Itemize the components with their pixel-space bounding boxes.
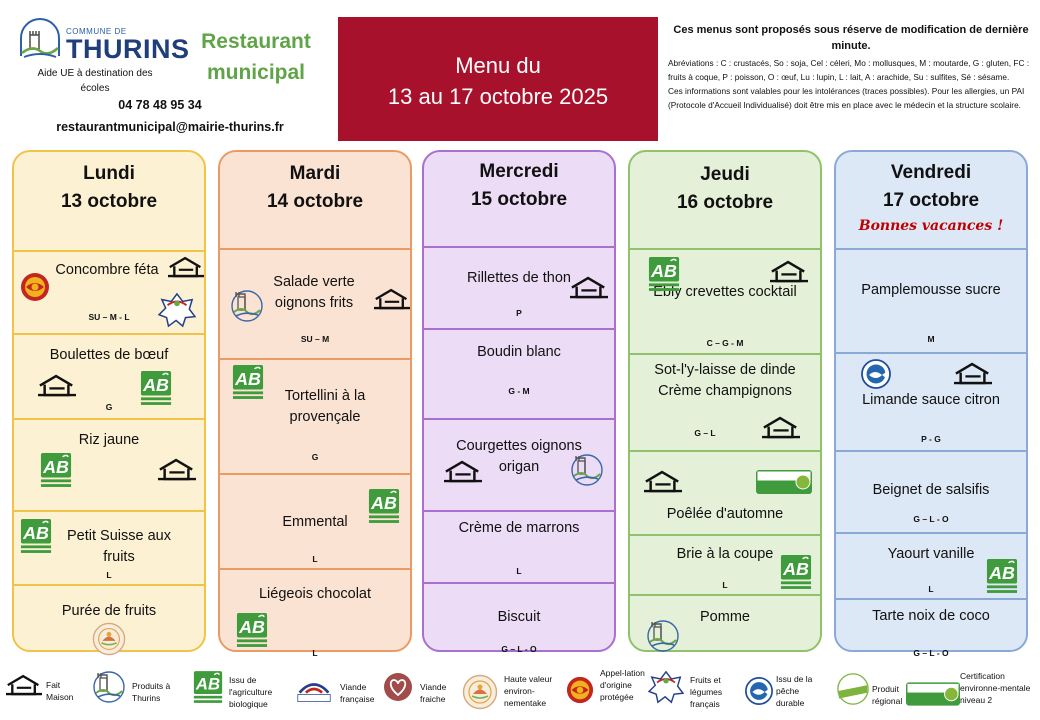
thurins-logo-icon <box>92 669 126 703</box>
house-icon <box>770 260 808 285</box>
ab-bio-icon <box>986 558 1018 594</box>
house-icon <box>644 470 682 495</box>
dish-name: Brie à la coupe <box>676 546 774 562</box>
dish-name: Boulettes de bœuf <box>49 347 169 363</box>
allergen-codes: P <box>516 308 522 318</box>
dish-name: Emmental <box>282 514 348 530</box>
day-column-lundi <box>12 150 206 652</box>
allergen-codes: G – L <box>694 428 716 438</box>
dish-name: Concombre féta <box>55 262 159 278</box>
dish-name: Yaourt vanille <box>887 546 975 562</box>
legend-label: Fait Maison <box>46 680 74 702</box>
allergen-codes: M <box>927 334 935 344</box>
day-column-mardi <box>218 150 412 658</box>
day-date: 13 octobre <box>60 191 158 212</box>
day-header <box>630 161 820 217</box>
dish-name: Boudin blanc <box>477 344 561 360</box>
phone-number: 04 78 48 95 34 <box>118 98 202 112</box>
allergen-codes: L <box>312 554 318 564</box>
day-name: Jeudi <box>700 164 750 185</box>
ab-bio-icon <box>780 554 812 590</box>
certification-env-icon <box>906 682 960 706</box>
abbreviations-text: Abréviations : C : crustacés, So : soja, Cel : céleri, Mo : mollusques, M : moutarde, G : gluten, FC : fruits à coque, P : poisson, O : œuf, Lu : lupin, L : lait, A : arachide, Su : sulfites, Sé : sésame. <box>668 58 1030 82</box>
house-icon <box>168 256 204 280</box>
day-name: Lundi <box>83 163 135 184</box>
dish-name: Biscuit <box>497 609 541 625</box>
aop-icon <box>566 676 594 704</box>
aide-ue-label: Aide UE à destination des écoles <box>37 68 153 94</box>
peche-durable-icon <box>744 676 774 706</box>
house-icon <box>6 674 42 698</box>
ab-bio-icon <box>368 488 400 524</box>
house-icon <box>444 460 482 485</box>
legend-label: Fruits et légumes français <box>690 675 723 709</box>
thurins-logo <box>18 24 190 64</box>
viande-fraiche-icon <box>383 672 413 702</box>
menu-banner <box>338 17 658 141</box>
dish-name: Petit Suisse aux fruits <box>67 528 171 565</box>
day-column-jeudi <box>628 150 822 652</box>
day-date: 16 octobre <box>676 192 774 213</box>
allergen-codes: SU – M - L <box>88 312 130 322</box>
dish-name: Rillettes de thon <box>467 270 571 286</box>
hve-icon <box>462 674 498 710</box>
dish-name: Poêlée d'automne <box>666 506 784 522</box>
allergen-codes: L <box>722 580 728 590</box>
house-icon <box>762 416 800 441</box>
day-name: Mercredi <box>479 161 559 182</box>
allergen-codes: G <box>311 452 319 462</box>
fruits-legumes-france-icon <box>648 670 684 704</box>
legend-label: Viande fraiche <box>420 682 447 704</box>
commune-small-label: COMMUNE DE <box>66 27 127 36</box>
thurins-logo-icon <box>230 288 264 322</box>
ab-bio-icon <box>648 256 680 292</box>
day-date: 17 octobre <box>882 190 980 211</box>
house-icon <box>570 276 608 301</box>
day-name: Vendredi <box>890 162 972 183</box>
day-date: 15 octobre <box>470 189 568 210</box>
legend-label: Viande française <box>340 682 375 704</box>
dish-name: Tarte noix de coco <box>872 608 990 624</box>
ab-bio-icon <box>20 518 52 554</box>
dish-name: Sot-l'y-laisse de dinde Crème champignons <box>654 362 796 399</box>
fruits-legumes-france-icon <box>158 292 196 328</box>
ab-bio-icon <box>140 370 172 406</box>
dish-name: Ebly crevettes cocktail <box>653 284 797 300</box>
allergen-codes: G - M <box>508 386 530 396</box>
house-icon <box>374 288 410 312</box>
allergen-codes: P - G <box>921 434 941 444</box>
legend-label: Appel-lation d'origine protégée <box>600 668 645 702</box>
allergen-codes: G – L - O <box>913 648 949 658</box>
dish-name: Limande sauce citron <box>862 392 1000 408</box>
ab-bio-icon <box>193 670 223 704</box>
dish-name: Pomme <box>700 609 750 625</box>
thurins-logo-icon <box>646 618 680 652</box>
aop-icon <box>20 272 50 302</box>
menu-dates: 13 au 17 octobre 2025 <box>387 84 609 109</box>
viande-francaise-icon <box>296 674 332 704</box>
ab-bio-icon <box>232 364 264 400</box>
day-name: Mardi <box>289 163 341 184</box>
peche-durable-icon <box>860 358 892 390</box>
ab-bio-icon <box>40 452 72 488</box>
allergen-codes: G – L - O <box>501 644 537 654</box>
day-column-mercredi <box>422 150 616 652</box>
vacation-message: Bonnes vacances ! <box>858 218 1004 234</box>
notes-box <box>668 22 1034 112</box>
legend-label: Haute valeur environ-nementake <box>504 674 553 708</box>
house-icon <box>158 458 196 483</box>
day-header <box>14 160 204 216</box>
allergen-codes: L <box>516 566 522 576</box>
allergen-codes: L <box>106 570 112 580</box>
legend-label: Issu de l'agriculture biologique <box>229 675 273 709</box>
hve-icon <box>92 622 126 656</box>
allergy-info-text: Ces informations sont valables pour les intolérances (traces possibles). Pour les allergies, un PAI (Protocole d'Accueil Individualisé) doit être mis en place avec le médecin et la structure scolaire. <box>668 86 1025 110</box>
allergen-codes: C – G - M <box>706 338 744 348</box>
allergen-codes: L <box>312 648 318 658</box>
menu-title: Menu du <box>455 53 541 78</box>
allergen-codes: L <box>928 584 934 594</box>
dish-name: Courgettes oignons origan <box>456 438 582 475</box>
dish-name: Liégeois chocolat <box>258 586 372 602</box>
dish-name: Salade verte oignons frits <box>273 274 355 311</box>
dish-name: Crème de marrons <box>458 520 580 536</box>
house-icon <box>38 374 76 399</box>
email-address[interactable]: restaurantmunicipal@mairie-thurins.fr <box>56 120 284 134</box>
day-column-vendredi <box>834 150 1028 658</box>
day-header <box>220 160 410 216</box>
restaurant-title: Restaurant municipal <box>201 30 311 84</box>
dish-name: Riz jaune <box>78 432 140 448</box>
dish-name: Purée de fruits <box>61 603 157 619</box>
allergen-codes: G <box>105 402 113 412</box>
ab-bio-icon <box>236 612 268 648</box>
day-date: 14 octobre <box>266 191 364 212</box>
day-header <box>424 158 614 214</box>
notes-title: Ces menus sont proposés sous réserve de modification de dernière minute. <box>673 24 1029 52</box>
thurins-arch-icon <box>18 26 62 58</box>
dish-name: Beignet de salsifis <box>872 482 990 498</box>
legend-label: Produits à Thurins <box>132 681 171 703</box>
dish-name: Pamplemousse sucre <box>861 282 1001 298</box>
allergen-codes: SU – M <box>300 334 330 344</box>
allergen-codes: G – L - O <box>913 514 949 524</box>
legend-label: Certification environne-mentale niveau 2 <box>960 671 1031 705</box>
certification-env-icon <box>756 470 812 494</box>
legend-label: Produit régional <box>872 684 903 706</box>
produit-regional-icon <box>836 672 870 706</box>
thurins-logo-icon <box>570 452 604 486</box>
commune-name: THURINS <box>66 34 190 64</box>
legend-label: Issu de la pêche durable <box>776 674 813 708</box>
house-icon <box>954 362 992 387</box>
dish-name: Tortellini à la provençale <box>284 388 366 425</box>
day-header <box>836 159 1026 215</box>
